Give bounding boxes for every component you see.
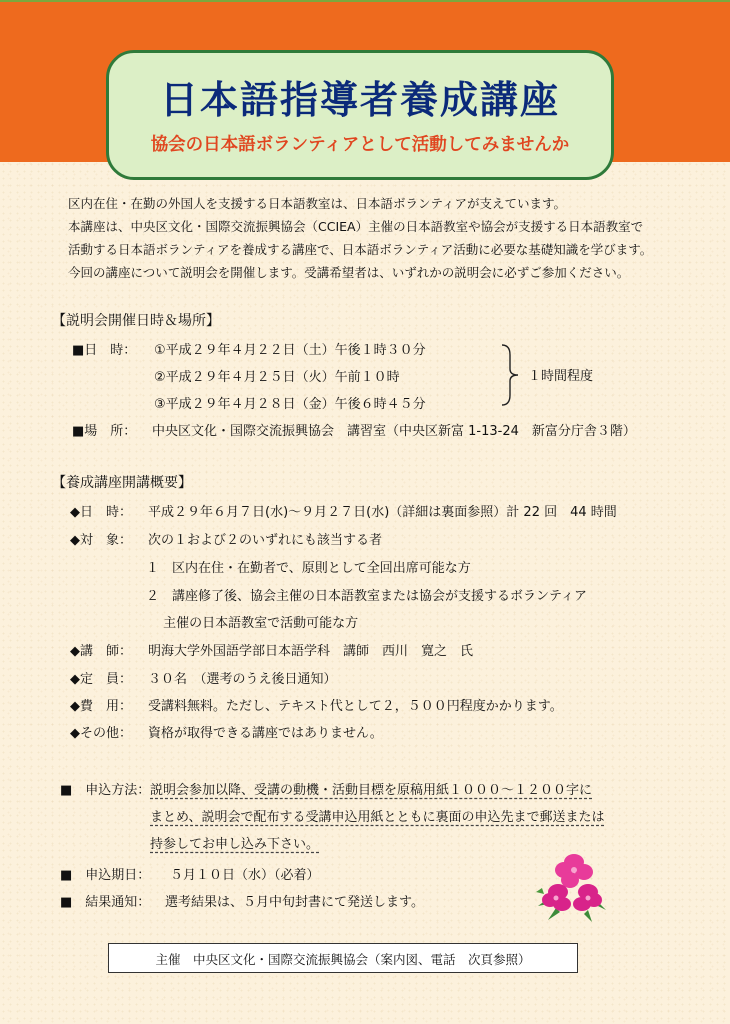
intro-line-1: 区内在住・在勤の外国人を支援する日本語教室は、日本語ボランティアが支えています。 (68, 196, 567, 211)
course-fee: 受講料無料。ただし、テキスト代として２，５００円程度かかります。 (148, 699, 563, 714)
application-method-label: ■ 申込方法： (60, 783, 151, 798)
briefing-date-3: ③平成２９年４月２８日（金）午後６時４５分 (154, 397, 426, 412)
briefing-date-label: ■日 時： (72, 343, 137, 358)
briefing-heading: 【説明会開催日時＆場所】 (52, 313, 220, 329)
briefing-place-label: ■場 所： (72, 424, 137, 439)
course-target-item-1: １ 区内在住・在勤者で、原則として全回出席可能な方 (146, 561, 471, 576)
intro-line-2: 本講座は、中央区文化・国際交流振興協会（CCIEA）主催の日本語教室や協会が支援する日本語教室で (68, 219, 644, 234)
application-deadline: ５月１０日（水）（必着） (170, 868, 320, 883)
right-brace-icon (500, 343, 522, 407)
course-target: 次の１および２のいずれにも該当する者 (148, 533, 383, 548)
application-method-line-1: 説明会参加以降、受講の動機・活動目標を原稿用紙１０００～１２００字に (150, 783, 593, 798)
organizer-box (108, 943, 578, 973)
course-other: 資格が取得できる講座ではありません。 (148, 726, 383, 741)
course-capacity: ３０名 （選考のうえ後日通知） (148, 672, 337, 687)
application-method-line-3: 持参してお申し込み下さい。 (150, 837, 320, 852)
application-deadline-label: ■ 申込期日： (60, 868, 151, 883)
title-box (106, 50, 614, 180)
organizer-text: 主催 中央区文化・国際交流振興協会（案内図、電話 次頁参照） (155, 952, 531, 967)
application-method-line-2: まとめ、説明会で配布する受講申込用紙とともに裏面の申込先まで郵送または (150, 810, 605, 825)
course-other-label: ◆その他： (70, 726, 132, 741)
course-target-item-3: 主催の日本語教室で活動可能な方 (146, 616, 359, 631)
briefing-date-1: ①平成２９年４月２２日（土）午後１時３０分 (154, 343, 426, 358)
azalea-flower-icon (536, 848, 608, 924)
course-date: 平成２９年６月７日(水)～９月２７日(水)（詳細は裏面参照）計 22 回 44 時間 (148, 505, 617, 520)
course-lecturer-label: ◆講 師： (70, 644, 132, 659)
course-target-label: ◆対 象： (70, 533, 132, 548)
course-date-label: ◆日 時： (70, 505, 132, 520)
course-fee-label: ◆費 用： (70, 699, 132, 714)
briefing-date-2: ②平成２９年４月２５日（火）午前１０時 (154, 370, 400, 385)
intro-line-3: 活動する日本語ボランティアを養成する講座で、日本語ボランティア活動に必要な基礎知識を学びます。 (68, 242, 653, 257)
course-lecturer: 明海大学外国語学部日本語学科 講師 西川 寛之 氏 (148, 644, 474, 659)
intro-line-4: 今回の講座について説明会を開催します。受講希望者は、いずれかの説明会に必ずご参加ください。 (68, 265, 630, 280)
application-result: 選考結果は、５月中旬封書にて発送します。 (165, 895, 424, 910)
application-result-label: ■ 結果通知： (60, 895, 151, 910)
course-target-item-2: ２ 講座修了後、協会主催の日本語教室または協会が支援するボランティア (146, 589, 587, 604)
page-title: 日本語指導者養成講座 (159, 78, 560, 122)
briefing-duration: １時間程度 (528, 369, 594, 384)
briefing-place: 中央区文化・国際交流振興協会 講習室（中央区新富 1-13-24 新富分庁舎３階） (152, 424, 636, 439)
page-subtitle: 協会の日本語ボランティアとして活動してみませんか (150, 135, 570, 155)
course-heading: 【養成講座開講概要】 (52, 475, 192, 491)
course-capacity-label: ◆定 員： (70, 672, 132, 687)
